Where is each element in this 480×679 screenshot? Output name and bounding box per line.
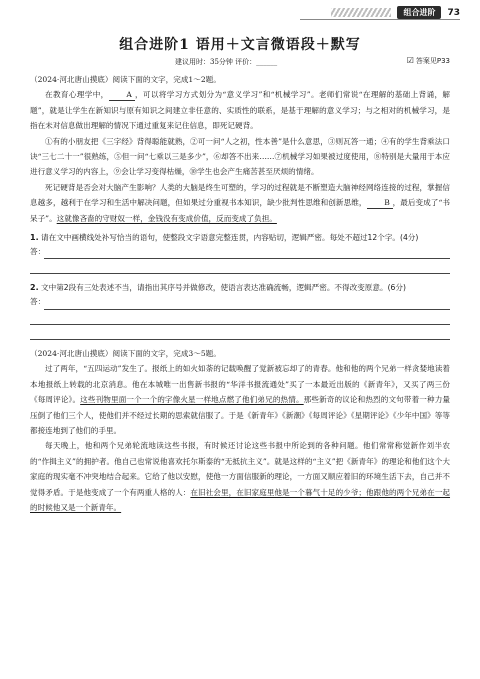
- p2-para2-text-a: 每天晚上，他和两个兄弟轮流地读这些书报，有时候还讨论这些书报中所论到的各种问题。他们常常称觉新作刘半农的“作揖主义”的拥护者。他自己也常说他喜欢托尔斯泰的“无抵抗主义”。就是这样的“主义”把《新青年》的理论和他们这个大家庭的现实毫不冲突地结合起来。它给了他以安慰，使他一方面信服新的理论，一方面又顺应着旧的环境生活下去，自己并不觉得矛盾。于是他变成了一个有两重人格的人：: [30, 441, 450, 497]
- p2-para1-text-c: 那些新奇的议论和热烈的文句带着一种力量压倒了他们三个人，使他们并不经过长期的思索就信服了。于是《新青年》《新潮》《每周评论》《星期评论》《少年中国》等等都接连地到了他们的手里。: [30, 395, 450, 435]
- header-stripes: [331, 8, 391, 17]
- passage1-para1: [30, 87, 450, 133]
- passage2-para1: [30, 361, 450, 438]
- blank-b[interactable]: B: [367, 197, 393, 209]
- q1-answer-line[interactable]: [30, 245, 450, 259]
- answer-ref: [407, 56, 450, 66]
- q2-answer-rule: [44, 299, 450, 310]
- question-2: [30, 280, 450, 295]
- passage2-intro: （2024·河北唐山摸底）阅读下面的文字，完成3～5题。: [30, 348, 221, 358]
- p2-para2-underlined: 在旧社会里，在旧家庭里他是一个暮气十足的少爷；他跟他的两个兄弟在一起的时候他又是一个新青年。: [30, 487, 451, 512]
- para1-text-a: 在教育心理学中，: [45, 90, 109, 100]
- q1-text: 请在文中画横线处补写恰当的语句，使整段文字语意完整连贯，内容贴切，逻辑严密。每处不超过12个字。(4分): [41, 233, 419, 243]
- q2-number: 2.: [30, 283, 39, 293]
- passage2-para2: [30, 438, 450, 515]
- para1-text-b: ，可以将学习方式划分为“意义学习”和“机械学习”。老师们常说“在理解的基础上背诵，解题”，就是让学生在新知识与原有知识之间建立非任意的、实质性的联系，是基于理解的意义学习；与之相对的机械学习，是指在未对信息做出理解的情况下通过重复来记住信息，即死记硬背。: [30, 90, 450, 131]
- q1-number: 1.: [30, 233, 39, 243]
- q2-answer-line-2[interactable]: [30, 310, 450, 325]
- p2-para1-text-a: 过了两年，“五四运动”发生了。报纸上的如火如荼的记载唤醒了觉新被忘却了的青春。他和他的两个兄弟一样贪婪地读着本地报纸上转载的北京消息。他在本城唯一出售新书报的“华洋书报流通处”买了一本最近出版的《新青年》，又买了两三份《每周评论》。: [30, 364, 450, 405]
- para3-text-a: 死记硬背是否会对大脑产生影响？人类的大脑是终生可塑的，学习的过程就是不断塑造大脑神经网络连接的过程，掌握信息越多，越利于在学习和生活中解决问题，但如果过分重视书本知识，缺少批判性思维和创新思维，: [30, 182, 450, 208]
- header-divider: [300, 19, 460, 20]
- para3-underlined: 这就像吝啬的守财奴一样，金钱没有变成价值，反而变成了负担。: [56, 213, 277, 223]
- answer-ref-text: 答案见P33: [415, 57, 450, 65]
- page-header: [331, 6, 460, 19]
- q2-text: 文中第2段有三处表述不当，请指出其序号并做修改，使语言表达准确流畅，逻辑严密。不得改变原意。(6分): [41, 283, 406, 293]
- question-1: [30, 230, 450, 245]
- para3-text-b: ，最后变成了“书呆子”。: [30, 198, 450, 223]
- q2-answer-line-3[interactable]: [30, 325, 450, 340]
- q2-answer-line[interactable]: [30, 296, 450, 310]
- q1-answer-rule: [44, 248, 450, 259]
- passage1-intro: （2024·河北唐山摸底）阅读下面的文字，完成1～2题。: [30, 75, 221, 84]
- content: [30, 72, 450, 515]
- blank-a[interactable]: A: [109, 89, 135, 101]
- q1-answer-label: 答：: [30, 247, 46, 257]
- check-icon: ☑: [406, 56, 414, 65]
- passage1-para2: ①有的小朋友把《三字经》背得聪能就熟，②可一问“人之初，性本善”是什么意思，③则瓦答一通；④有的学生背乘法口诀“三七二十一”很熟练，⑤但一问“七乘以三是多少”，⑥却答不出来……⑦机械学习如果被过度使用，⑧特别是大量用于本应进行意义学习的内容上，⑨会让学习变得枯燥，⑩学生也会产生痛苦甚至厌烦的情绪。: [30, 136, 450, 177]
- suggested-time: 建议用时：35分钟 评价：______: [175, 58, 278, 66]
- q2-answer-label: 答：: [30, 297, 46, 307]
- page-number: 73: [447, 7, 460, 18]
- passage1-para3: [30, 180, 450, 226]
- header-label: 组合进阶: [397, 6, 441, 19]
- q1-answer-line-2[interactable]: [30, 259, 450, 274]
- p2-para1-underlined: 这些刊物里面一个一个的字像火星一样地点燃了他们弟兄的热情。: [80, 395, 304, 405]
- page-title: 组合进阶1 语用＋文言微语段＋默写: [119, 37, 361, 53]
